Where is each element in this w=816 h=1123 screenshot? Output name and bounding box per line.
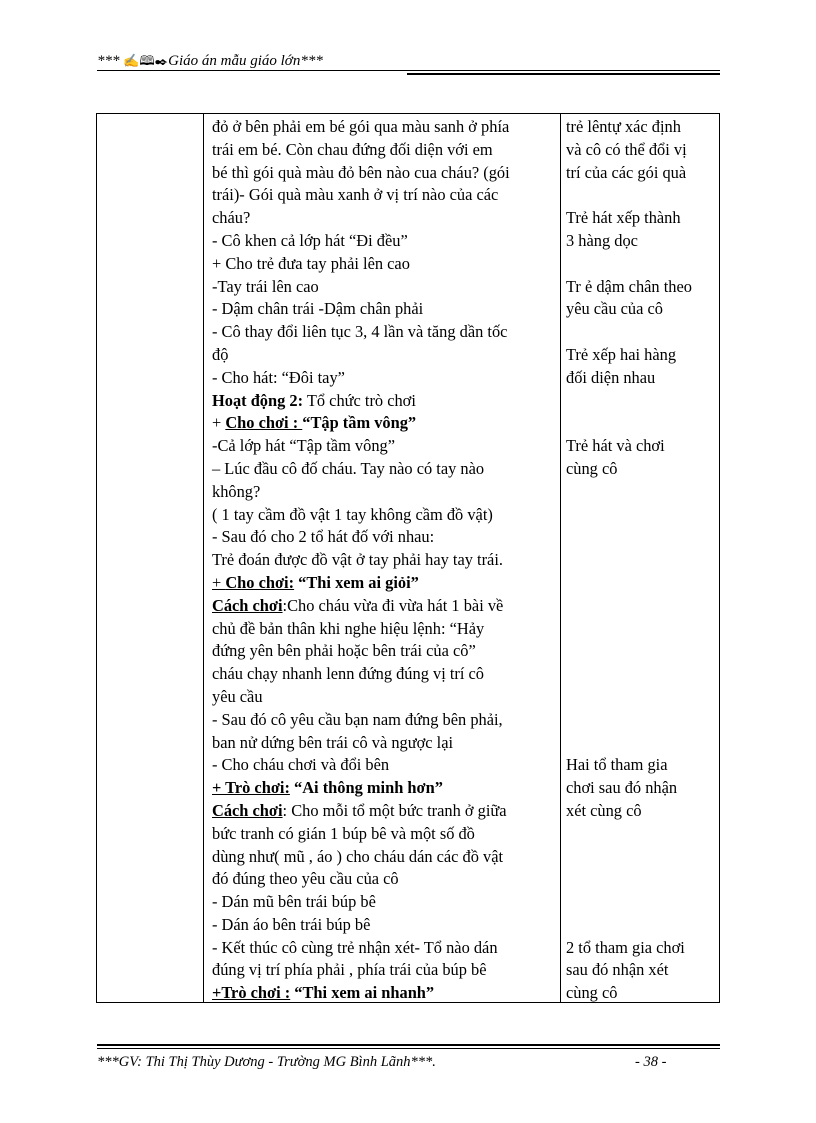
header-rule-thick bbox=[407, 73, 720, 75]
child-activity-line bbox=[566, 732, 712, 755]
child-activity-line bbox=[566, 914, 712, 937]
activity-line: + Cho trẻ đưa tay phải lên cao bbox=[212, 253, 410, 273]
activity-line: - Sau đó cô yêu cầu bạn nam đứng bên phải, bbox=[212, 709, 503, 729]
activity-line: trái)- Gói quà màu xanh ở vị trí nào của các bbox=[212, 185, 499, 205]
child-activity-line: cùng cô bbox=[566, 458, 618, 478]
activity-line-segment: +Trò chơi : bbox=[212, 983, 291, 1003]
activity-line bbox=[212, 390, 557, 413]
child-activity-line: trí của các gói quà bbox=[566, 162, 687, 182]
activity-line-segment: Cho chơi : bbox=[225, 413, 303, 433]
child-activity-line: Tr ẻ dậm chân theo bbox=[566, 276, 692, 296]
child-activity-line: Trẻ xếp hai hàng bbox=[566, 344, 677, 364]
child-activity-line: chơi sau đó nhận bbox=[566, 778, 678, 798]
child-activity-line bbox=[566, 412, 712, 435]
child-activity-line bbox=[566, 823, 712, 846]
child-activity-line: Trẻ hát xếp thành bbox=[566, 208, 681, 228]
column-divider bbox=[560, 114, 561, 1002]
child-activity-line bbox=[566, 663, 712, 686]
activity-line: độ bbox=[212, 344, 229, 364]
activity-line: dùng như( mũ , áo ) cho cháu dán các đồ vật bbox=[212, 846, 504, 866]
activity-line-segment: “Tập tầm vông” bbox=[302, 413, 417, 433]
header-rule bbox=[97, 70, 720, 71]
page-header bbox=[97, 50, 720, 72]
child-activity-line bbox=[566, 390, 712, 413]
activity-line-segment: :Cho cháu vừa đi vừa hát 1 bài về bbox=[282, 595, 504, 615]
child-activity-line bbox=[566, 549, 712, 572]
activity-line: - Cô thay đổi liên tục 3, 4 lần và tăng dần tốc bbox=[212, 322, 508, 342]
activity-line: - Dán mũ bên trái búp bê bbox=[212, 892, 376, 912]
activity-line: yêu cầu bbox=[212, 686, 263, 706]
child-activity-line bbox=[566, 526, 712, 549]
activity-line bbox=[212, 595, 557, 618]
child-activity-line bbox=[566, 709, 712, 732]
child-activity-line bbox=[566, 184, 712, 207]
child-activity-line: cùng cô bbox=[566, 983, 618, 1003]
activity-line: cháu chạy nhanh lenn đứng đúng vị trí cô bbox=[212, 664, 484, 684]
activity-line: - Cho cháu chơi và đổi bên bbox=[212, 755, 390, 775]
activity-line: bé thì gói quà màu đỏ bên nào cua cháu? (gói bbox=[212, 162, 510, 182]
activity-line: trái em bé. Còn chau đứng đối diện với em bbox=[212, 139, 493, 159]
child-activity-line bbox=[566, 595, 712, 618]
child-activity-line: Trẻ hát và chơi bbox=[566, 436, 665, 456]
child-activity-line: trẻ lêntự xác định bbox=[566, 117, 681, 136]
activity-line-segment: Cách chơi bbox=[212, 800, 283, 820]
child-activity-line bbox=[566, 891, 712, 914]
child-activity-line: Hai tổ tham gia bbox=[566, 755, 668, 775]
page-number: - 38 - bbox=[635, 1054, 667, 1070]
footer-rule-thick bbox=[97, 1044, 720, 1046]
child-activity-line bbox=[566, 618, 712, 641]
activity-line-segment: Cho chơi: bbox=[225, 572, 295, 592]
activity-line bbox=[212, 800, 557, 823]
activity-line-segment: : Cho mỗi tổ một bức tranh ở giữa bbox=[282, 800, 507, 820]
activity-line: -Cả lớp hát “Tập tầm vông” bbox=[212, 436, 395, 456]
activity-line: - Sau đó cho 2 tổ hát đố với nhau: bbox=[212, 527, 435, 547]
activity-line: đỏ ở bên phải em bé gói qua màu sanh ở phía bbox=[212, 117, 510, 136]
activity-line: đúng vị trí phía phải , phía trái của búp bê bbox=[212, 960, 487, 980]
activity-line-segment: + Trò chơi: bbox=[212, 778, 290, 798]
child-activity-line bbox=[566, 572, 712, 595]
child-activity-line: yêu cầu của cô bbox=[566, 299, 663, 319]
activity-line: – Lúc đầu cô đố cháu. Tay nào có tay nào bbox=[212, 458, 485, 478]
activity-line: ban nử dứng bên trái cô và ngược lại bbox=[212, 732, 454, 752]
child-activity-line bbox=[566, 640, 712, 663]
activity-line bbox=[212, 412, 557, 435]
child-activity-line: 2 tổ tham gia chơi bbox=[566, 937, 685, 957]
child-activity-line: xét cùng cô bbox=[566, 800, 642, 820]
child-activity-line: sau đó nhận xét bbox=[566, 960, 669, 980]
activity-line: - Dậm chân trái -Dậm chân phải bbox=[212, 299, 424, 319]
activity-line-segment: “Ai thông minh hơn” bbox=[289, 778, 443, 798]
header-title: Giáo án mẫu giáo lớn*** bbox=[168, 53, 323, 69]
child-activity-line bbox=[566, 686, 712, 709]
activity-line bbox=[212, 572, 557, 595]
column-divider bbox=[203, 114, 204, 1002]
child-activity-line bbox=[566, 868, 712, 891]
child-activity-line: và cô có thể đổi vị bbox=[566, 139, 687, 159]
page-footer bbox=[97, 1044, 720, 1084]
activity-line: chủ đề bản thân khi nghe hiệu lệnh: “Hảy bbox=[212, 618, 485, 638]
activity-line-segment: Tổ chức trò chơi bbox=[303, 390, 416, 410]
activities-column bbox=[212, 116, 557, 1005]
lesson-table bbox=[96, 113, 720, 1003]
activity-line: đứng yên bên phải hoặc bên trái của cô” bbox=[212, 641, 476, 661]
activity-line: không? bbox=[212, 481, 261, 501]
child-activity-line bbox=[566, 504, 712, 527]
activity-line-segment: “Thi xem ai giỏi” bbox=[294, 572, 419, 592]
activity-line: ( 1 tay cầm đồ vật 1 tay không cầm đồ vật) bbox=[212, 504, 493, 524]
activity-line bbox=[212, 982, 557, 1005]
activity-line-segment: Cách chơi bbox=[212, 595, 283, 615]
child-activity-line bbox=[566, 321, 712, 344]
writing-book-icon: ✍🕮✒ bbox=[123, 53, 169, 68]
footer-author: ***GV: Thi Thị Thùy Dương - Trường MG Bình Lãnh***. bbox=[97, 1054, 436, 1070]
children-activities-column bbox=[566, 116, 712, 1005]
activity-line: bức tranh có gián 1 búp bê và một số đồ bbox=[212, 823, 475, 843]
child-activity-line bbox=[566, 481, 712, 504]
child-activity-line bbox=[566, 253, 712, 276]
child-activity-line: 3 hàng dọc bbox=[566, 230, 638, 250]
footer-rule bbox=[97, 1048, 720, 1049]
activity-line: - Cho hát: “Đôi tay” bbox=[212, 367, 345, 387]
activity-line-segment: + bbox=[212, 572, 226, 592]
child-activity-line: đối diện nhau bbox=[566, 367, 656, 387]
activity-line: đó đúng theo yêu cầu của cô bbox=[212, 869, 399, 889]
activity-line: -Tay trái lên cao bbox=[212, 276, 319, 296]
activity-line: - Cô khen cả lớp hát “Đi đều” bbox=[212, 230, 408, 250]
activity-line: cháu? bbox=[212, 208, 251, 228]
activity-line: - Dán áo bên trái búp bê bbox=[212, 914, 371, 934]
activity-line-segment: Hoạt động 2: bbox=[212, 390, 304, 410]
activity-line: Trẻ đoán được đồ vật ở tay phải hay tay trái. bbox=[212, 550, 503, 570]
child-activity-line bbox=[566, 846, 712, 869]
header-stars: *** bbox=[97, 53, 124, 69]
activity-line-segment: + bbox=[212, 413, 226, 433]
activity-line bbox=[212, 777, 557, 800]
activity-line: - Kết thúc cô cùng trẻ nhận xét- Tổ nào dán bbox=[212, 937, 498, 957]
activity-line-segment: “Thi xem ai nhanh” bbox=[290, 983, 435, 1003]
